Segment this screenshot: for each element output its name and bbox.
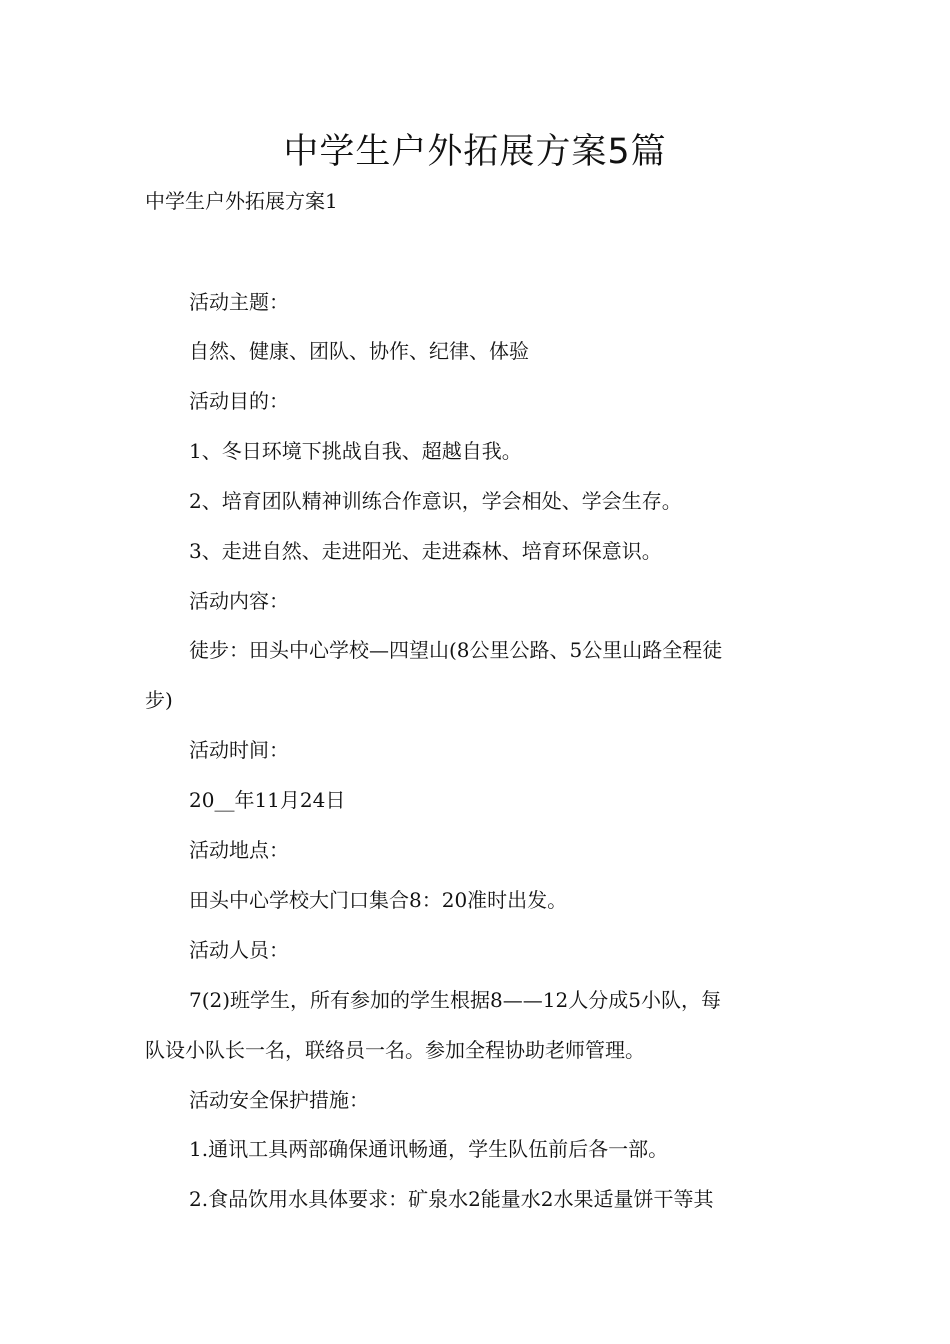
paragraph-line: 活动安全保护措施： [189, 1088, 369, 1112]
paragraph-line: 20__年11月24日 [189, 788, 346, 812]
paragraph-line: 自然、健康、团队、协作、纪律、体验 [189, 339, 529, 363]
paragraph-line: 步) [145, 688, 173, 712]
paragraph-line: 2、培育团队精神训练合作意识，学会相处、学会生存。 [189, 489, 682, 513]
paragraph-line: 1.通讯工具两部确保通讯畅通，学生队伍前后各一部。 [189, 1137, 669, 1161]
paragraph-line: 徒步：田头中心学校—四望山(8公里公路、5公里山路全程徒 [189, 638, 723, 662]
paragraph-line: 活动目的： [189, 389, 289, 413]
paragraph-line: 活动人员： [189, 938, 289, 962]
paragraph-line: 7(2)班学生，所有参加的学生根据8——12人分成5小队，每 [189, 988, 721, 1012]
paragraph-line: 活动时间： [189, 738, 289, 762]
paragraph-line: 活动地点： [189, 838, 289, 862]
paragraph-line: 1、冬日环境下挑战自我、超越自我。 [189, 439, 522, 463]
paragraph-line: 活动主题： [189, 290, 289, 314]
paragraph-line: 3、走进自然、走进阳光、走进森林、培育环保意识。 [189, 539, 662, 563]
document-title: 中学生户外拓展方案5篇 [283, 132, 667, 172]
paragraph-line: 活动内容： [189, 589, 289, 613]
paragraph-line: 田头中心学校大门口集合8：20准时出发。 [189, 888, 568, 912]
section-heading: 中学生户外拓展方案1 [145, 189, 338, 213]
paragraph-line: 2.食品饮用水具体要求：矿泉水2能量水2水果适量饼干等其 [189, 1187, 714, 1211]
paragraph-line: 队设小队长一名，联络员一名。参加全程协助老师管理。 [145, 1038, 645, 1062]
